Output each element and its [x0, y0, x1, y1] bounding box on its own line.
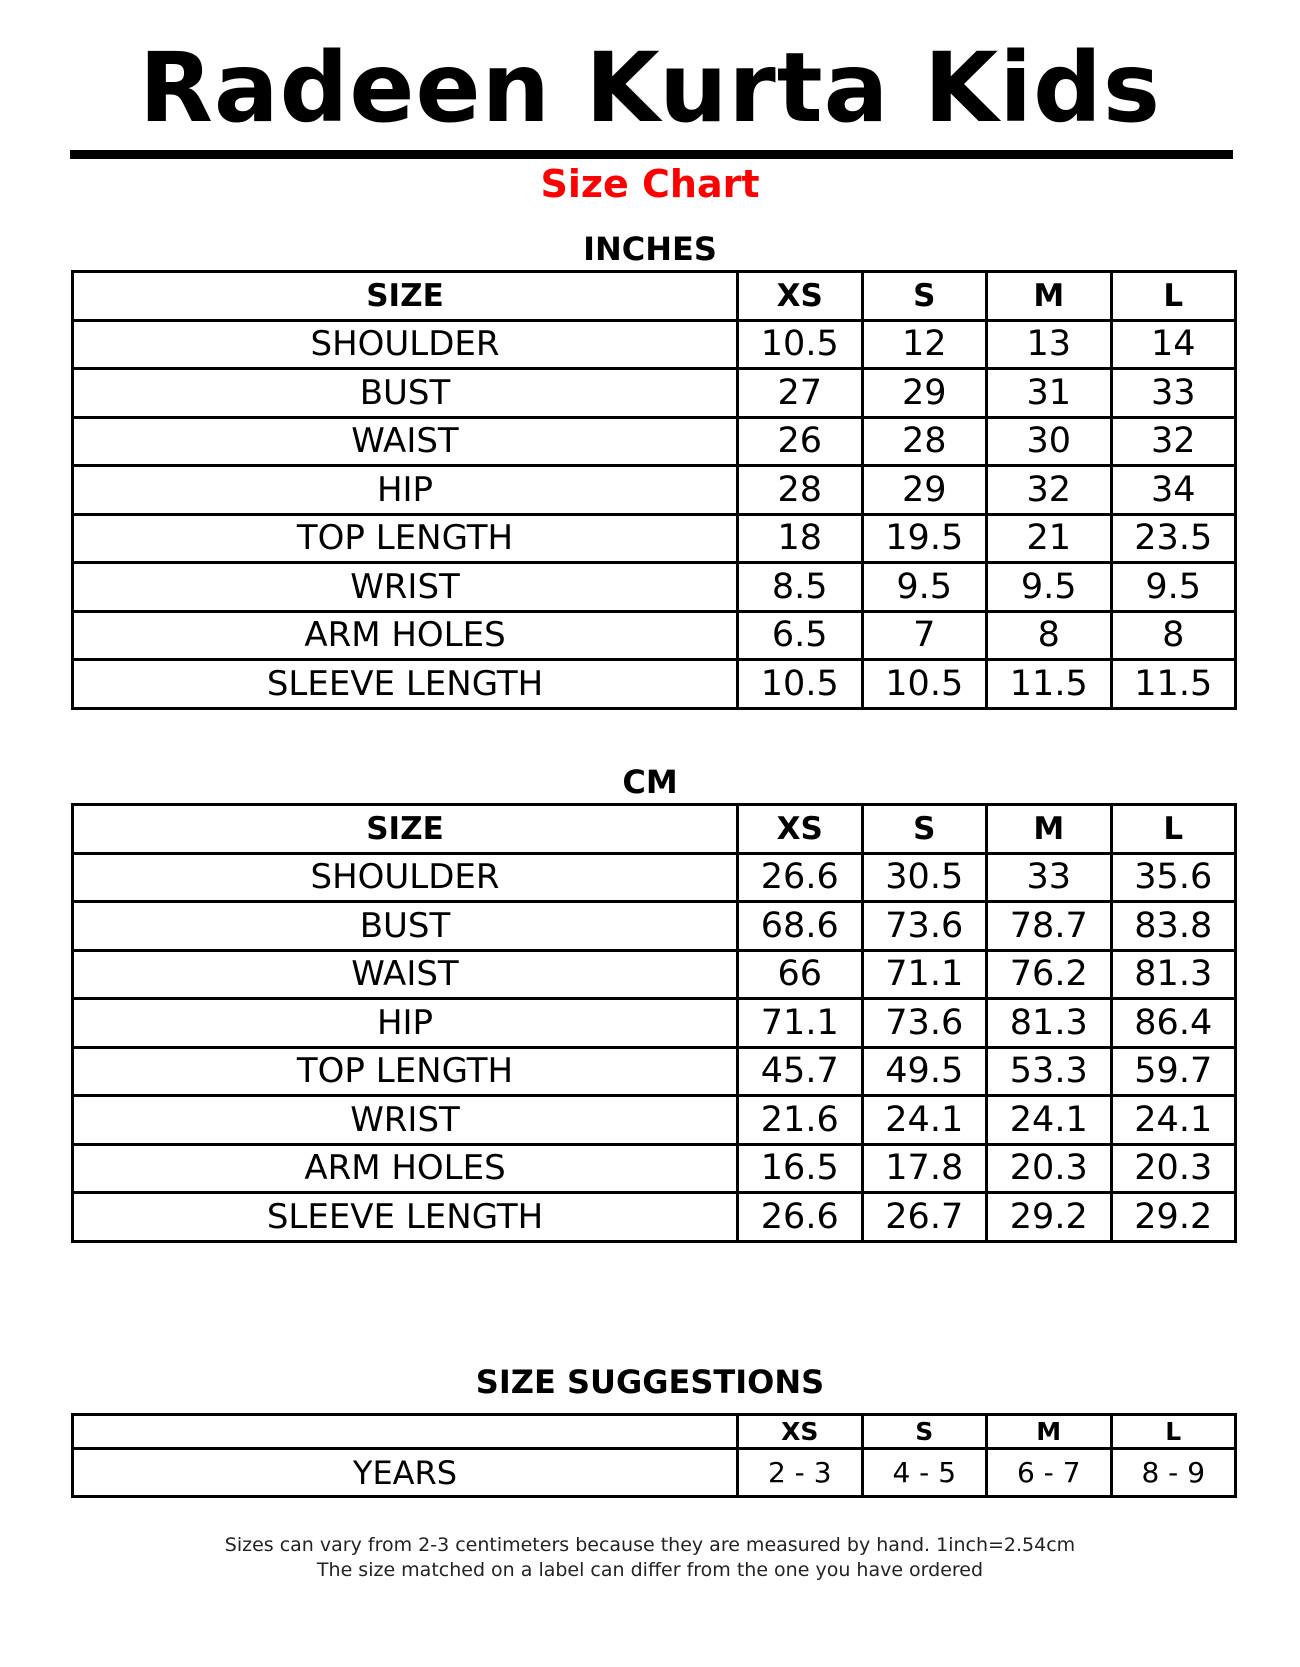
table-cell: 23.5 — [1111, 514, 1236, 563]
table-row — [73, 950, 1236, 999]
column-header: SIZE — [73, 805, 738, 854]
table-cell: 78.7 — [987, 902, 1112, 951]
column-header: M — [987, 1415, 1112, 1449]
row-label: HIP — [73, 999, 738, 1048]
table-row — [73, 369, 1236, 418]
row-label: BUST — [73, 369, 738, 418]
table-cell: 33 — [1111, 369, 1236, 418]
table-row — [73, 1193, 1236, 1242]
table-cell: 19.5 — [862, 514, 987, 563]
table-cell: 6 - 7 — [987, 1449, 1112, 1497]
table-cell: 24.1 — [987, 1096, 1112, 1145]
page-subtitle: Size Chart — [540, 162, 760, 206]
column-header — [73, 1415, 738, 1449]
table-cell: 10.5 — [738, 320, 863, 369]
table-cell: 76.2 — [987, 950, 1112, 999]
table-row — [73, 466, 1236, 515]
table-cell: 8.5 — [738, 563, 863, 612]
table-row — [73, 1144, 1236, 1193]
row-label: SHOULDER — [73, 853, 738, 902]
column-header: S — [862, 1415, 987, 1449]
table-cell: 11.5 — [1111, 660, 1236, 709]
column-header: M — [987, 805, 1112, 854]
table-cell: 28 — [862, 417, 987, 466]
table-cell: 21 — [987, 514, 1112, 563]
table-row — [73, 853, 1236, 902]
table-cell: 10.5 — [862, 660, 987, 709]
table-cell: 33 — [987, 853, 1112, 902]
footnote — [0, 1533, 1300, 1583]
table-cell: 2 - 3 — [738, 1449, 863, 1497]
table-row — [73, 660, 1236, 709]
table-cell: 30.5 — [862, 853, 987, 902]
row-label: WAIST — [73, 417, 738, 466]
table-cell: 45.7 — [738, 1047, 863, 1096]
table-row — [73, 611, 1236, 660]
table-cell: 26.6 — [738, 1193, 863, 1242]
row-label: YEARS — [73, 1449, 738, 1497]
table-row — [73, 1096, 1236, 1145]
table-cell: 24.1 — [1111, 1096, 1236, 1145]
table-cell: 30 — [987, 417, 1112, 466]
table-row — [73, 999, 1236, 1048]
row-label: ARM HOLES — [73, 1144, 738, 1193]
table-cell: 26 — [738, 417, 863, 466]
column-header: SIZE — [73, 272, 738, 321]
table-cell: 29.2 — [987, 1193, 1112, 1242]
column-header: L — [1111, 272, 1236, 321]
table-cell: 34 — [1111, 466, 1236, 515]
table-cell: 14 — [1111, 320, 1236, 369]
table-cell: 26.7 — [862, 1193, 987, 1242]
table-cell: 8 - 9 — [1111, 1449, 1236, 1497]
table-cell: 16.5 — [738, 1144, 863, 1193]
table-header-row — [73, 1415, 1236, 1449]
column-header: L — [1111, 1415, 1236, 1449]
table-cell: 7 — [862, 611, 987, 660]
table-cell: 24.1 — [862, 1096, 987, 1145]
table-cell: 81.3 — [1111, 950, 1236, 999]
table-cell: 73.6 — [862, 999, 987, 1048]
table-cell: 53.3 — [987, 1047, 1112, 1096]
table-cell: 21.6 — [738, 1096, 863, 1145]
row-label: WAIST — [73, 950, 738, 999]
table-cell: 81.3 — [987, 999, 1112, 1048]
row-label: SHOULDER — [73, 320, 738, 369]
cm-size-table — [71, 803, 1237, 1243]
size-suggestions-table — [71, 1413, 1237, 1498]
table-row — [73, 320, 1236, 369]
table-cell: 9.5 — [1111, 563, 1236, 612]
table-cell: 20.3 — [1111, 1144, 1236, 1193]
table-cell: 29.2 — [1111, 1193, 1236, 1242]
table-cell: 32 — [1111, 417, 1236, 466]
table-cell: 10.5 — [738, 660, 863, 709]
footnote-line: Sizes can vary from 2-3 centimeters because they are measured by hand. 1inch=2.54cm — [224, 1534, 1076, 1556]
table-header-row — [73, 805, 1236, 854]
table-cell: 83.8 — [1111, 902, 1236, 951]
table-cell: 59.7 — [1111, 1047, 1236, 1096]
table-cell: 66 — [738, 950, 863, 999]
table-row — [73, 1047, 1236, 1096]
footnote-line: The size matched on a label can differ from the one you have ordered — [316, 1559, 984, 1581]
table-cell: 49.5 — [862, 1047, 987, 1096]
table-cell: 32 — [987, 466, 1112, 515]
inches-section-title: INCHES — [583, 230, 717, 268]
table-cell: 9.5 — [862, 563, 987, 612]
column-header: S — [862, 272, 987, 321]
table-cell: 4 - 5 — [862, 1449, 987, 1497]
table-row — [73, 514, 1236, 563]
table-row — [73, 417, 1236, 466]
table-cell: 71.1 — [862, 950, 987, 999]
row-label: HIP — [73, 466, 738, 515]
page-title: Radeen Kurta Kids — [138, 32, 1162, 144]
table-row — [73, 563, 1236, 612]
row-label: ARM HOLES — [73, 611, 738, 660]
row-label: TOP LENGTH — [73, 514, 738, 563]
column-header: XS — [738, 272, 863, 321]
row-label: SLEEVE LENGTH — [73, 1193, 738, 1242]
table-row — [73, 1449, 1236, 1497]
suggestions-section-title: SIZE SUGGESTIONS — [475, 1363, 825, 1401]
row-label: WRIST — [73, 1096, 738, 1145]
table-cell: 27 — [738, 369, 863, 418]
column-header: XS — [738, 805, 863, 854]
table-cell: 17.8 — [862, 1144, 987, 1193]
row-label: TOP LENGTH — [73, 1047, 738, 1096]
table-cell: 13 — [987, 320, 1112, 369]
table-header-row — [73, 272, 1236, 321]
table-cell: 28 — [738, 466, 863, 515]
table-cell: 8 — [987, 611, 1112, 660]
table-cell: 8 — [1111, 611, 1236, 660]
column-header: XS — [738, 1415, 863, 1449]
table-cell: 18 — [738, 514, 863, 563]
table-cell: 9.5 — [987, 563, 1112, 612]
column-header: S — [862, 805, 987, 854]
table-cell: 31 — [987, 369, 1112, 418]
inches-size-table — [71, 270, 1237, 710]
row-label: SLEEVE LENGTH — [73, 660, 738, 709]
table-cell: 20.3 — [987, 1144, 1112, 1193]
cm-section-title: CM — [622, 763, 678, 801]
table-cell: 29 — [862, 369, 987, 418]
column-header: L — [1111, 805, 1236, 854]
table-row — [73, 902, 1236, 951]
table-cell: 26.6 — [738, 853, 863, 902]
table-cell: 73.6 — [862, 902, 987, 951]
table-cell: 11.5 — [987, 660, 1112, 709]
table-cell: 12 — [862, 320, 987, 369]
table-cell: 6.5 — [738, 611, 863, 660]
row-label: WRIST — [73, 563, 738, 612]
row-label: BUST — [73, 902, 738, 951]
table-cell: 71.1 — [738, 999, 863, 1048]
table-cell: 29 — [862, 466, 987, 515]
table-cell: 86.4 — [1111, 999, 1236, 1048]
table-cell: 68.6 — [738, 902, 863, 951]
title-divider — [70, 150, 1233, 159]
column-header: M — [987, 272, 1112, 321]
table-cell: 35.6 — [1111, 853, 1236, 902]
